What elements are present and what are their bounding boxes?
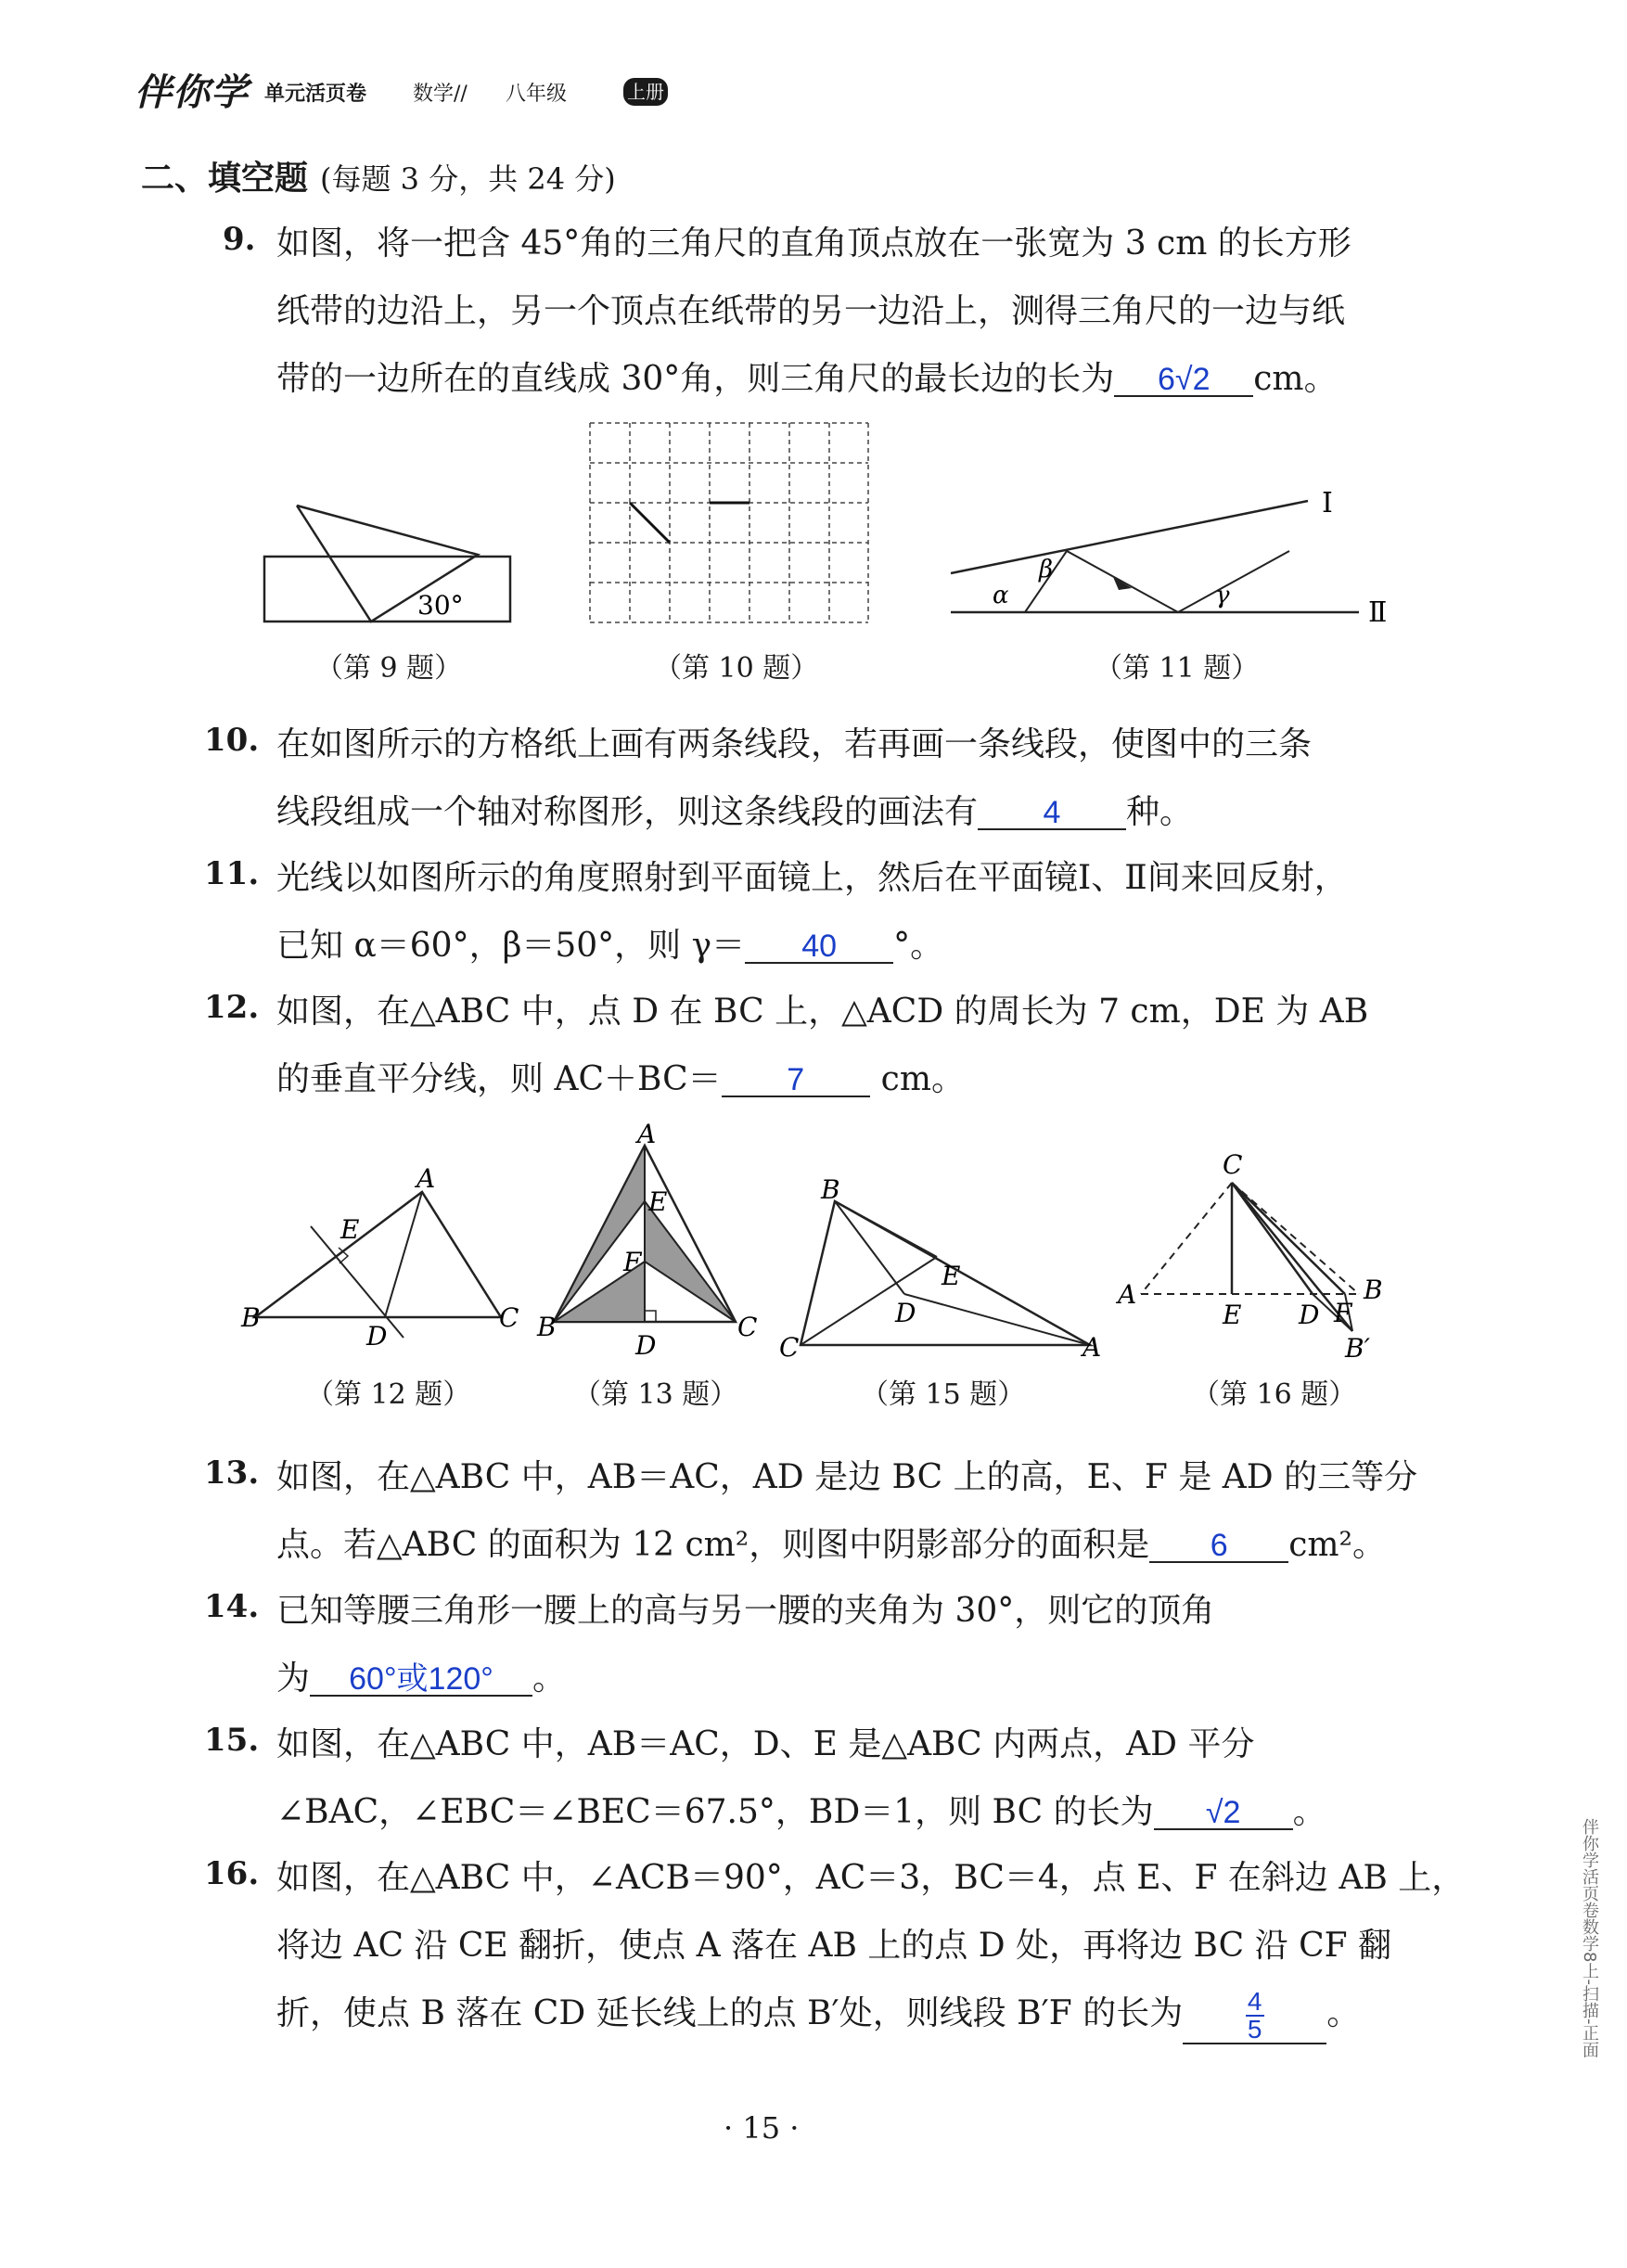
point-label: C <box>499 1302 519 1333</box>
question-text: 在如图所示的方格纸上画有两条线段，若再画一条线段，使图中的三条 <box>276 725 1313 763</box>
figure-caption: （第 9 题） <box>315 652 463 685</box>
point-label: A <box>1083 1332 1102 1363</box>
figure-16 <box>1113 1146 1419 1368</box>
segment-cf <box>1232 1183 1345 1294</box>
question-text: 如图，在△ABC 中，AB＝AC，D、E 是△ABC 内两点，AD 平分 <box>276 1725 1255 1763</box>
point-label: D <box>1299 1300 1320 1330</box>
question-text: 已知 α＝60°，β＝50°，则 γ＝ <box>276 927 746 965</box>
question-text-line2 <box>276 1053 965 1100</box>
question-text: 线段组成一个轴对称图形，则这条线段的画法有 <box>276 793 979 831</box>
point-label: E <box>340 1214 360 1245</box>
figure-9 <box>260 492 529 631</box>
beta-label: β <box>1039 556 1054 583</box>
point-label: A <box>637 1122 657 1149</box>
question-text: 点。若△ABC 的面积为 12 cm²，则图中阴影部分的面积是 <box>276 1526 1150 1564</box>
question-text: cm²。 <box>1288 1526 1386 1564</box>
question-text: 。 <box>532 1659 567 1698</box>
point-label: F <box>623 1247 642 1277</box>
point-label: B <box>1364 1275 1383 1305</box>
point-label: A <box>1118 1279 1137 1310</box>
figure-caption: （第 15 题） <box>861 1378 1026 1411</box>
figure-caption: （第 10 题） <box>654 652 819 685</box>
point-label: E <box>648 1186 668 1217</box>
question-text: 如图，在△ABC 中，点 D 在 BC 上，△ACD 的周长为 7 cm，DE 为 AB <box>276 993 1369 1031</box>
question-text-line3 <box>276 1987 1360 2044</box>
question-text: 折，使点 B 落在 CD 延长线上的点 B′处，则线段 B′F 的长为 <box>276 1994 1184 2032</box>
subject-label: 数学// <box>413 83 468 106</box>
mirror-1-label: Ⅰ <box>1322 487 1333 519</box>
segment-be <box>835 1201 937 1257</box>
question-text: °。 <box>893 927 944 965</box>
answer-blank[interactable]: 6 <box>1149 1530 1288 1563</box>
question-text-line2 <box>276 1518 1386 1566</box>
point-label: D <box>635 1330 657 1361</box>
question-number: 12. <box>204 989 260 1026</box>
question-text: 已知等腰三角形一腰上的高与另一腰的夹角为 30°，则它的顶角 <box>276 1592 1215 1630</box>
grade-label: 八年级 <box>506 83 568 106</box>
question-text: 如图，将一把含 45°角的三角尺的直角顶点放在一张宽为 3 cm 的长方形 <box>276 224 1352 263</box>
segment-ec <box>801 1257 937 1345</box>
question-text-line2 <box>276 786 1193 833</box>
figure-13 <box>533 1122 765 1364</box>
question-text: 。 <box>1326 1994 1361 2032</box>
question-number: 13. <box>204 1454 260 1492</box>
volume-badge: 上册 <box>623 78 668 106</box>
answer-blank[interactable]: 7 <box>722 1064 870 1097</box>
question-text: 为 <box>276 1659 311 1698</box>
point-label: B <box>537 1312 557 1342</box>
figure-11 <box>946 473 1410 640</box>
segment-bd <box>835 1201 904 1294</box>
dashed-ca <box>1141 1183 1232 1294</box>
answer-blank[interactable]: 4 <box>978 797 1126 830</box>
alpha-label: α <box>993 582 1009 609</box>
question-number: 16. <box>204 1855 260 1892</box>
gamma-label: γ <box>1215 582 1230 609</box>
segment-1 <box>630 503 670 543</box>
figure-caption: （第 16 题） <box>1192 1378 1357 1411</box>
point-label: D <box>366 1321 388 1352</box>
figure-caption: （第 12 题） <box>306 1378 471 1411</box>
answer-blank[interactable]: 40 <box>745 930 893 964</box>
brand-title: 伴你学 <box>135 71 249 114</box>
arrow-icon <box>1113 577 1132 590</box>
answer-blank[interactable] <box>1183 1989 1326 2044</box>
question-text: 如图，在△ABC 中，AB＝AC，AD 是边 BC 上的高，E、F 是 AD 的三等分 <box>276 1458 1418 1496</box>
question-number: 15. <box>204 1722 260 1759</box>
section-title: 二、填空题 <box>141 160 309 198</box>
question-text: ∠BAC，∠EBC＝∠BEC＝67.5°，BD＝1，则 BC 的长为 <box>276 1793 1154 1831</box>
question-text: 带的一边所在的直线成 30°角，则三角尺的最长边的长为 <box>276 360 1115 398</box>
question-text-line2 <box>276 919 943 967</box>
answer-blank[interactable]: √2 <box>1154 1797 1293 1830</box>
series-title: 单元活页卷 <box>264 83 367 106</box>
question-number: 14. <box>204 1588 260 1625</box>
question-number: 9. <box>223 221 256 258</box>
point-label: C <box>737 1312 758 1342</box>
question-text-line3 <box>276 352 1338 400</box>
question-number: 10. <box>204 722 260 759</box>
answer-blank[interactable]: 6√2 <box>1114 364 1253 397</box>
question-number: 11. <box>204 855 260 892</box>
triangle-abc <box>255 1192 501 1317</box>
point-label: B′ <box>1345 1333 1370 1364</box>
right-angle-mark <box>645 1311 656 1322</box>
dashed-cb <box>1232 1183 1359 1294</box>
question-text: 种。 <box>1126 793 1194 831</box>
question-text: 如图，在△ABC 中，∠ACB＝90°，AC＝3，BC＝4，点 E、F 在斜边 AB 上， <box>276 1859 1466 1897</box>
answer-blank[interactable]: 60°或120° <box>310 1663 532 1697</box>
mirror-1 <box>951 501 1308 573</box>
question-text: 的垂直平分线，则 AC＋BC＝ <box>276 1060 722 1098</box>
question-text: 。 <box>1292 1793 1326 1831</box>
section-note: (每题 3 分，共 24 分) <box>320 161 616 197</box>
point-label: E <box>942 1261 961 1291</box>
light-path <box>1025 551 1289 612</box>
question-text: 光线以如图所示的角度照射到平面镜上，然后在平面镜Ⅰ、Ⅱ间来回反射， <box>276 859 1348 897</box>
answer-numerator: 4 <box>1247 1987 1262 2017</box>
question-text: 纸带的边沿上，另一个顶点在纸带的另一边沿上，测得三角尺的一边与纸 <box>276 292 1346 330</box>
point-label: C <box>779 1332 800 1363</box>
point-label: D <box>895 1298 916 1328</box>
figure-10 <box>586 419 874 628</box>
segment-ad <box>904 1294 1090 1345</box>
figure-12 <box>237 1160 533 1364</box>
angle-label: 30° <box>417 590 464 621</box>
side-margin-text: 伴你学活页卷数学8上-扫描-正面 <box>1580 1818 1599 2058</box>
point-label: B <box>241 1302 261 1333</box>
point-label: C <box>1223 1149 1243 1180</box>
question-text-line2 <box>276 1652 566 1699</box>
point-label: B <box>821 1178 840 1205</box>
figure-caption: （第 11 题） <box>1095 652 1260 685</box>
point-label: A <box>416 1163 436 1194</box>
figure-15 <box>775 1178 1108 1364</box>
page-number: · 15 · <box>724 2110 800 2146</box>
question-text: cm。 <box>880 1060 965 1098</box>
point-label: F <box>1334 1298 1352 1328</box>
shaded-region <box>645 1201 736 1322</box>
segment-ad <box>385 1192 422 1317</box>
question-text: cm。 <box>1253 360 1338 398</box>
answer-denominator: 5 <box>1247 2015 1262 2044</box>
mirror-2-label: Ⅱ <box>1368 596 1388 629</box>
question-text-line2 <box>276 1786 1326 1833</box>
point-label: E <box>1223 1300 1242 1330</box>
figure-caption: （第 13 题） <box>573 1378 738 1411</box>
question-text: 将边 AC 沿 CE 翻折，使点 A 落在 AB 上的点 D 处，再将边 BC 沿 CF 翻 <box>276 1927 1392 1965</box>
